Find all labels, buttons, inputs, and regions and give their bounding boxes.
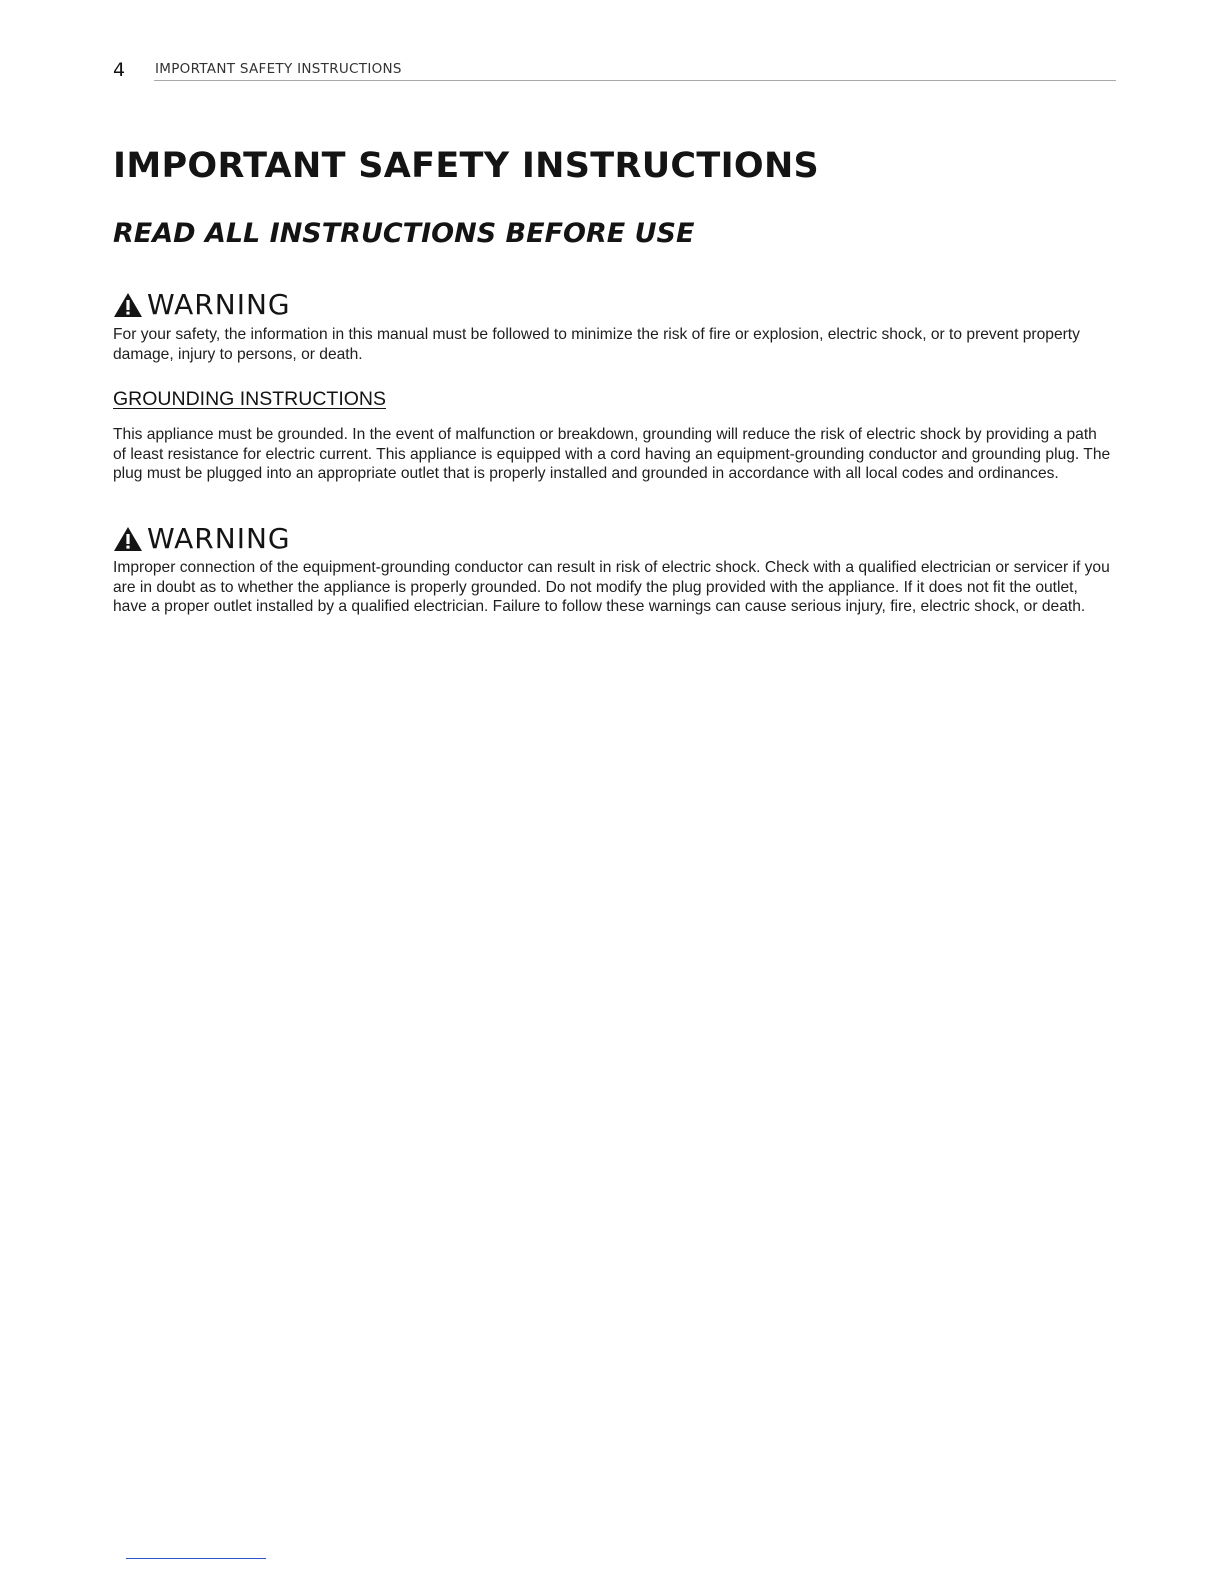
page-title: IMPORTANT SAFETY INSTRUCTIONS (113, 146, 820, 186)
page-header (113, 58, 1116, 82)
warning-2-text: Improper connection of the equipment-grounding conductor can result in risk of electric shock. Check with a qualified electrician or servicer if you are in doubt as to whether the appliance is properly grounded. Do not modify the plug provided with the appliance. If it does not fit the outlet, have a proper outlet installed by a qualified electrician. Failure to follow these warnings can cause serious injury, fire, electric shock, or death. (113, 559, 1110, 615)
page-subtitle: READ ALL INSTRUCTIONS BEFORE USE (113, 218, 695, 249)
warning-heading-1 (113, 286, 291, 322)
grounding-text: This appliance must be grounded. In the event of malfunction or breakdown, grounding will reduce the risk of electric shock by providing a path of least resistance for electric current. This appliance is equipped with a cord having an equipment-grounding conductor and grounding plug. The plug must be plugged into an appropriate outlet that is properly installed and grounded in accordance with all local codes and ordinances. (113, 426, 1111, 482)
warning-label: WARNING (147, 287, 291, 321)
warning-label: WARNING (147, 521, 291, 555)
running-head: IMPORTANT SAFETY INSTRUCTIONS (155, 61, 402, 77)
footer-rule (126, 1558, 266, 1559)
warning-1-text: For your safety, the information in this manual must be followed to minimize the risk of fire or explosion, electric shock, or to prevent property damage, injury to persons, or death. (113, 326, 1080, 363)
page-number: 4 (113, 59, 126, 81)
warning-triangle-icon (113, 526, 143, 552)
warning-triangle-icon (113, 292, 143, 318)
grounding-heading: GROUNDING INSTRUCTIONS (113, 388, 386, 410)
header-rule (154, 80, 1116, 81)
warning-heading-2 (113, 520, 291, 556)
